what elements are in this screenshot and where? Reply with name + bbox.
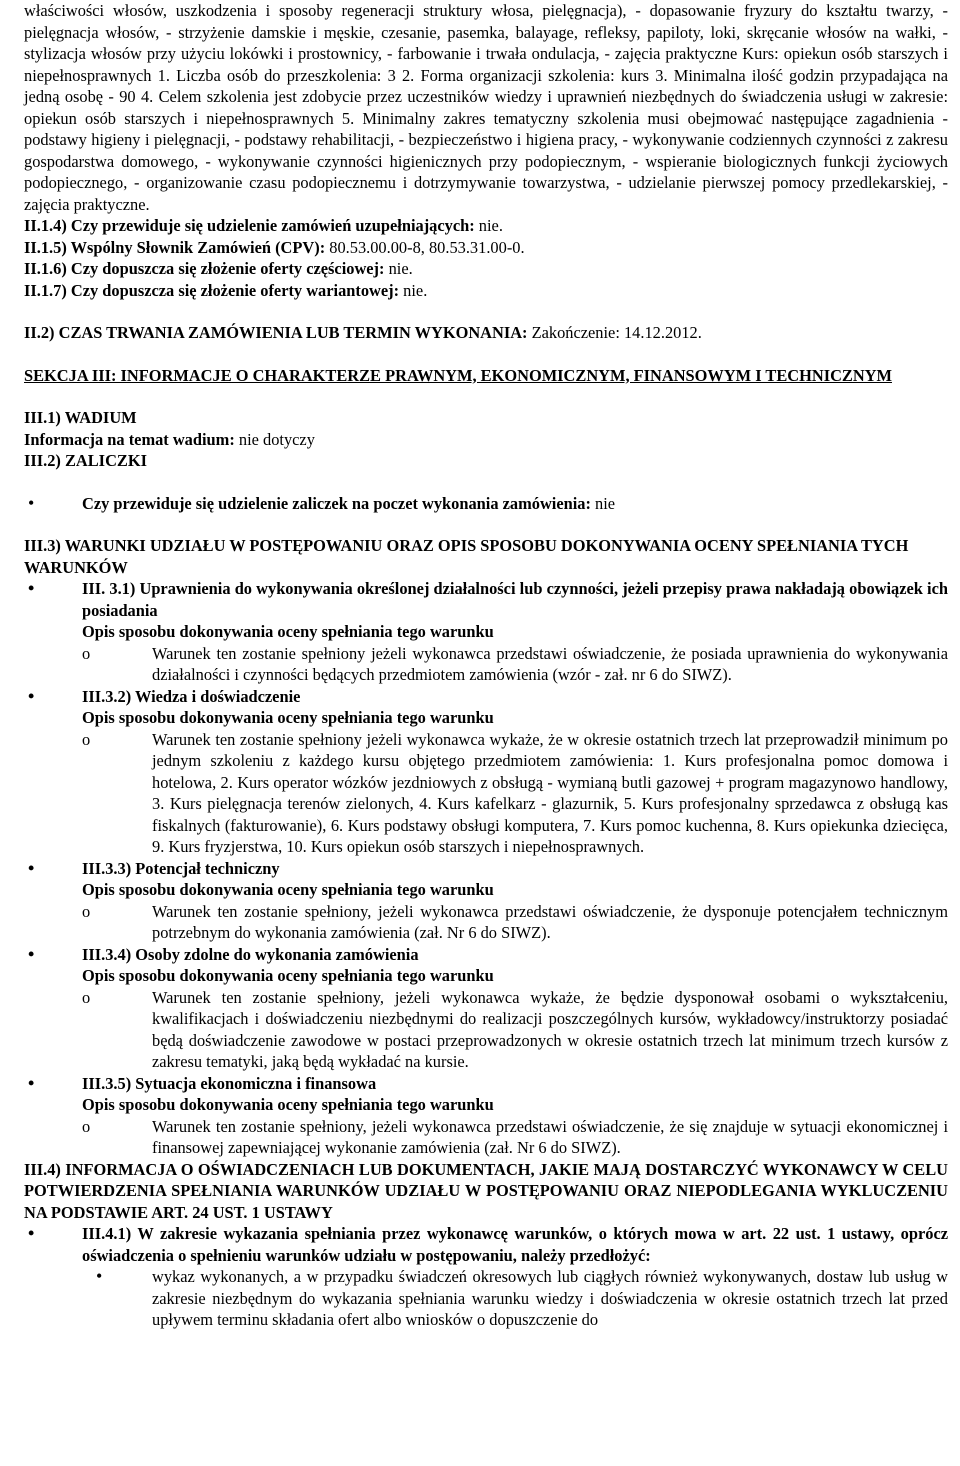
iii-3-2-condition: [24, 729, 948, 858]
iii-3-4-condition: [24, 987, 948, 1073]
iii-4-1-title: • III.4.1) W zakresie wykazania spełniania przez wykonawcę warunków, o których mowa w art. 22 ust. 1 ustawy, oprócz oświadczenia o spełnieniu warunków udziału w postępowaniu, należy przedłożyć:: [24, 1223, 948, 1266]
iii-3-2-text: Warunek ten zostanie spełniony jeżeli wykonawca wykaże, że w okresie ostatnich trzech lat przeprowadził minimum po jednym szkoleniu z każdego kursu objętego przedmiotem zamówienia: 1. Kurs profesjonalna pomoc domowa i hotelowa, 2. Kurs operator wózków jezdniowych z obsługą - wymianą butli gazowej + program magazynowo handlowy, 3. Kurs pielęgnacja terenów zielonych, 4. Kurs kafelkarz - glazurnik, 5. Kurs profesjonalny sprzedawca z obsługą kas fiskalnych (fakturowanie), 6. Kurs podstawy obsługi komputera, 7. Kurs pomoc kuchenna, 8. Kurs opiekunka dziecięca, 9. Kurs fryzjerstwa, 10. Kurs opiekun osób starszych i niepełnosprawnych.: [152, 729, 948, 856]
iii-3-1-title: • III. 3.1) Uprawnienia do wykonywania określonej działalności lub czynności, jeżeli przepisy prawa nakładają obowiązek ich posiadania: [24, 578, 948, 621]
o-marker: o: [82, 1116, 91, 1136]
o-marker: o: [82, 729, 91, 749]
zaliczki-label: Czy przewiduje się udzielenie zaliczek na poczet wykonania zamówienia:: [82, 493, 591, 513]
ii-1-5-value: 80.53.00.00-8, 80.53.31.00-0.: [325, 237, 525, 257]
zaliczki-line: [24, 493, 948, 515]
ii-1-4-value: nie.: [474, 216, 503, 235]
ii-1-4-line: [24, 215, 948, 237]
ii-1-6-label: II.1.6) Czy dopuszcza się złożenie oferty częściowej:: [24, 259, 385, 278]
iii-3-heading: III.3) WARUNKI UDZIAŁU W POSTĘPOWANIU ORAZ OPIS SPOSOBU DOKONYWANIA OCENY SPEŁNIANIA TYCH WARUNKÓW: [24, 536, 909, 577]
ii-2-line: [24, 322, 948, 344]
iii-3-4-opis-label: Opis sposobu dokonywania oceny spełniania tego warunku: [82, 966, 494, 985]
o-marker: o: [82, 901, 91, 921]
iii-3-4-title: • III.3.4) Osoby zdolne do wykonania zamówienia: [24, 944, 948, 966]
ii-1-7-value: nie.: [399, 280, 428, 300]
iii-3-3-opis-label: Opis sposobu dokonywania oceny spełniania tego warunku: [82, 880, 494, 899]
ii-1-5-line: [24, 237, 948, 259]
wykaz-text: wykaz wykonanych, a w przypadku świadczeń okresowych lub ciągłych również wykonywanych, dostaw lub usług w zakresie niezbędnym do wykazania spełniania warunku wiedzy i doświadczenia w okresie ostatnich trzech lat przed upływem terminu składania ofert albo wniosków o dopuszczenie do: [152, 1267, 948, 1329]
iii-3-5-text: Warunek ten zostanie spełniony, jeżeli wykonawca przedstawi oświadczenie, że się znajduje w sytuacji ekonomicznej i finansowej zapewniającej wykonanie zamówienia (zał. Nr 6 do SIWZ).: [152, 1116, 948, 1157]
iii-3-5-condition: [24, 1116, 948, 1159]
wadium-value: nie dotyczy: [234, 429, 315, 449]
iii-3-4-text: Warunek ten zostanie spełniony, jeżeli wykonawca wykaże, że będzie dysponował osobami o wykształceniu, kwalifikacjach i doświadczeniu niezbędnymi do realizacji poszczególnych kursów, wykładowcy/instruktorzy posiadać będą doświadczenie zawodowe w postaci przeprowadzonych w okresie ostatnich trzech lat minimum trzech kursów z zakresu tematyki, jaką będą wykładać na kursie.: [152, 987, 948, 1071]
iii-3-5-opis-label: Opis sposobu dokonywania oceny spełniania tego warunku: [82, 1095, 494, 1114]
iii-2-heading: III.2) ZALICZKI: [24, 451, 147, 470]
iii-3-1-text: Warunek ten zostanie spełniony jeżeli wykonawca przedstawi oświadczenie, że posiada uprawnienia do wykonywania działalności i czynności będących przedmiotem zamówienia (wzór - zał. nr 6 do SIWZ).: [152, 643, 948, 684]
iii-3-1-opis-label: Opis sposobu dokonywania oceny spełniania tego warunku: [82, 622, 494, 641]
zaliczki-value: nie: [590, 493, 616, 513]
iii-3-1-condition: [24, 643, 948, 686]
iii-3-5-title: • III.3.5) Sytuacja ekonomiczna i finansowa: [24, 1073, 948, 1095]
ii-1-4-label: II.1.4) Czy przewiduje się udzielenie zamówień uzupełniających:: [24, 216, 475, 235]
o-marker: o: [82, 643, 91, 663]
ii-1-5-label: II.1.5) Wspólny Słownik Zamówień (CPV):: [24, 237, 326, 257]
ii-1-7-label: II.1.7) Czy dopuszcza się złożenie oferty wariantowej:: [24, 280, 400, 300]
o-marker: o: [82, 987, 91, 1007]
ii-1-6-value: nie.: [384, 259, 413, 278]
wykaz-item: [24, 1266, 948, 1331]
iii-1-heading: III.1) WADIUM: [24, 408, 137, 427]
intro-paragraph: właściwości włosów, uszkodzenia i sposoby regeneracji struktury włosa, pielęgnacja), - dopasowanie fryzury do kształtu twarzy, - pielęgnacja włosów, - strzyżenie damskie i męskie, czesanie, pasemka, balayage, refleksy, papiloty, loki, skręcanie włosów na wałki, - stylizacja włosów przy użyciu lokówki i prostownicy, - farbowanie i trwała ondulacja, - zajęcia praktyczne Kurs: opiekun osób starszych i niepełnosprawnych 1. Liczba osób do przeszkolenia: 3 2. Forma organizacji szkolenia: kurs 3. Minimalna ilość godzin przypadająca na jedną osobę - 90 4. Celem szkolenia jest zdobycie przez uczestników wiedzy i uprawnień niezbędnych do świadczenia usługi w zakresie: opiekun osób starszych i niepełnosprawnych 5. Minimalny zakres tematyczny szkolenia musi obejmować następujące zagadnienia - podstawy higieny i pielęgnacji, - podstawy rehabilitacji, - bezpieczeństwo i higiena pracy, - wykonywanie codziennych czynności z zakresu gospodarstwa domowego, - wykonywanie czynności higienicznych przy podopiecznym, - wspieranie biologicznych funkcji życiowych podopiecznego, - organizowanie czasu podopiecznemu i dotrzymywanie towarzystwa, - udzielanie pierwszej pomocy przedlekarskiej, - zajęcia praktyczne.: [24, 1, 948, 214]
iii-3-2-title: • III.3.2) Wiedza i doświadczenie: [24, 686, 948, 708]
ii-1-7-line: [24, 280, 948, 302]
iii-3-3-condition: [24, 901, 948, 944]
section-3-title: SEKCJA III: INFORMACJE O CHARAKTERZE PRAWNYM, EKONOMICZNYM, FINANSOWYM I TECHNICZNYM: [24, 365, 892, 385]
iii-3-3-title: • III.3.3) Potencjał techniczny: [24, 858, 948, 880]
ii-1-6-line: [24, 258, 948, 280]
ii-2-value: Zakończenie: 14.12.2012.: [527, 323, 702, 342]
wadium-line: [24, 429, 948, 451]
iii-4-heading: III.4) INFORMACJA O OŚWIADCZENIACH LUB DOKUMENTACH, JAKIE MAJĄ DOSTARCZYĆ WYKONAWCY W CELU POTWIERDZENIA SPEŁNIANIA WARUNKÓW UDZIAŁU W POSTĘPOWANIU ORAZ NIEPODLEGANIA WYKLUCZENIU NA PODSTAWIE ART. 24 UST. 1 USTAWY: [24, 1159, 948, 1222]
iii-3-2-opis-label: Opis sposobu dokonywania oceny spełniania tego warunku: [82, 708, 494, 727]
ii-2-label: II.2) CZAS TRWANIA ZAMÓWIENIA LUB TERMIN WYKONANIA:: [24, 323, 528, 342]
wadium-label: Informacja na temat wadium:: [24, 429, 235, 449]
iii-3-3-text: Warunek ten zostanie spełniony, jeżeli wykonawca przedstawi oświadczenie, że dysponuje potencjałem technicznym potrzebnym do wykonania zamówienia (zał. Nr 6 do SIWZ).: [152, 901, 948, 942]
